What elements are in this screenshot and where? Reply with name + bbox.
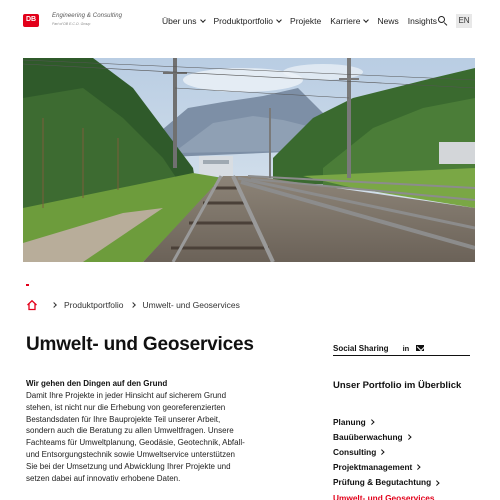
social-sharing-label: Social Sharing — [333, 343, 389, 353]
db-logo[interactable]: DB — [23, 14, 39, 27]
breadcrumb-item-produktportfolio[interactable]: Produktportfolio — [64, 300, 124, 310]
search-icon[interactable] — [438, 16, 447, 26]
nav-item-ueber-uns[interactable]: Über uns — [162, 16, 205, 26]
brand-title: Engineering & Consulting — [52, 13, 123, 19]
nav-item-projekte[interactable]: Projekte — [290, 16, 322, 26]
accent-dash — [26, 284, 29, 286]
portfolio-item-bauueberwachung[interactable]: Bauüberwachung — [333, 429, 439, 444]
chevron-right-icon — [434, 480, 439, 485]
chevron-right-icon — [406, 434, 411, 439]
divider — [333, 355, 470, 356]
chevron-down-icon — [200, 17, 206, 23]
brand-subtitle: Part of DB E.C.O. Group — [52, 22, 91, 26]
portfolio-item-consulting[interactable]: Consulting — [333, 444, 439, 459]
portfolio-heading: Unser Portfolio im Überblick — [333, 380, 462, 391]
nav-item-news[interactable]: News — [377, 16, 399, 26]
home-icon[interactable] — [26, 299, 38, 311]
nav-item-insights[interactable]: Insights — [407, 16, 438, 26]
chevron-right-icon — [416, 465, 421, 470]
portfolio-item-projektmanagement[interactable]: Projektmanagement — [333, 460, 439, 475]
language-switch[interactable]: EN — [456, 14, 472, 28]
breadcrumb-item-current: Umwelt- und Geoservices — [142, 300, 240, 310]
portfolio-list — [333, 414, 439, 500]
portfolio-item-umwelt-geoservices[interactable]: Umwelt- und Geoservices — [333, 492, 435, 500]
hero-image — [23, 58, 475, 262]
brand[interactable] — [52, 13, 122, 26]
chevron-down-icon — [276, 17, 282, 23]
nav-item-karriere[interactable]: Karriere — [330, 16, 368, 26]
social-sharing — [333, 340, 470, 356]
main-nav — [162, 14, 446, 28]
breadcrumb — [26, 298, 240, 312]
chevron-right-icon — [380, 449, 385, 454]
page-title: Umwelt- und Geoservices — [26, 334, 254, 355]
intro-heading: Wir gehen den Dingen auf den Grund — [26, 379, 168, 388]
portfolio-item-planung[interactable]: Planung — [333, 414, 439, 429]
chevron-right-icon — [369, 419, 374, 424]
chevron-right-icon — [130, 302, 136, 308]
mail-icon[interactable] — [416, 345, 424, 351]
portfolio-item-pruefung[interactable]: Prüfung & Begutachtung — [333, 475, 439, 490]
nav-item-produktportfolio[interactable]: Produktportfolio — [214, 16, 282, 26]
chevron-down-icon — [364, 17, 370, 23]
linkedin-icon[interactable]: in — [402, 343, 410, 353]
site-header — [0, 0, 500, 44]
intro-body: Damit Ihre Projekte in jeder Hinsicht auf sicherem Grund stehen, ist nicht nur die Erhebung von georeferenzierten Bestandsdaten für Ihre Bauprojekte Teil unserer Arbeit, sondern auch die Beratung zu allen Umweltfragen. Unsere Fachteams für Umweltplanung, Geodäsie, Geotechnik, Abfall- und Entsorgungstechnik sowie Umweltservice unterstützen Sie bei der Umsetzung und Abwicklung Ihrer Projekte und setzen dabei auf innovativ erhobene Daten. — [26, 391, 245, 483]
chevron-right-icon — [51, 302, 57, 308]
